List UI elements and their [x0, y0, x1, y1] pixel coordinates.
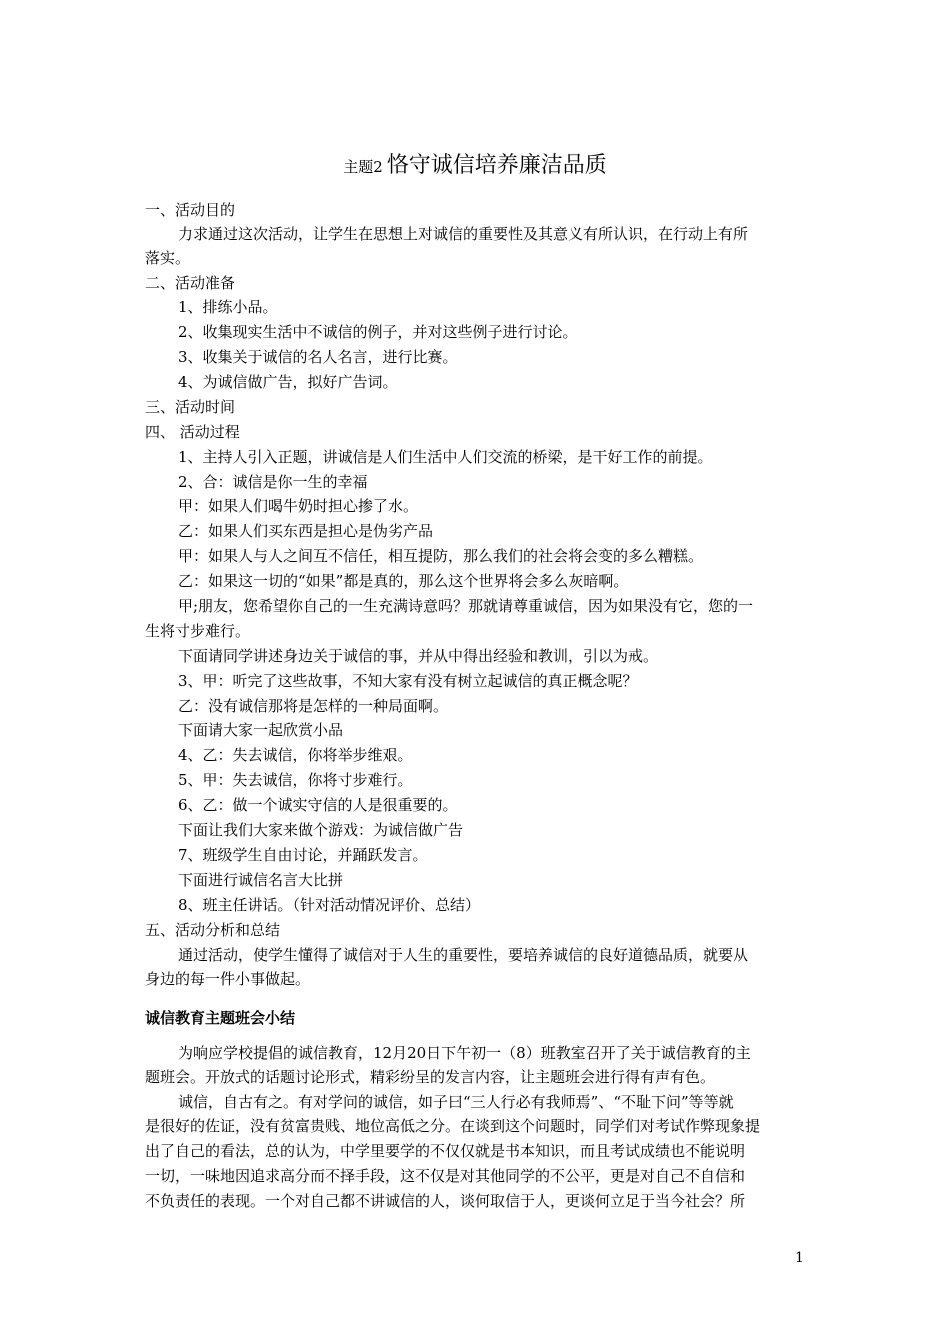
paragraph-line: 不负责任的表现。一个对自己都不讲诚信的人，谈何取信于人，更谈何立足于当今社会？所: [145, 1192, 746, 1210]
section-heading: 三、活动时间: [145, 398, 236, 416]
paragraph-line: 通过活动，使学生懂得了诚信对于人生的重要性，要培养诚信的良好道德品质，就要从: [178, 946, 749, 964]
section-heading: 一、活动目的: [145, 201, 236, 219]
dialogue-line: 甲;朋友，您希望你自己的一生充满诗意吗？那就请尊重诚信，因为如果没有它，您的一: [178, 597, 754, 615]
paragraph-line: 落实。: [145, 249, 191, 267]
paragraph-line: 下面让我们大家来做个游戏：为诚信做广告: [178, 821, 464, 839]
dialogue-line: 乙：如果这一切的“如果”都是真的，那么这个世界将会多么灰暗啊。: [178, 572, 629, 590]
list-item: 4、为诚信做广告，拟好广告词。: [178, 373, 398, 391]
title-main: 恪守诚信培养廉洁品质: [386, 153, 607, 178]
paragraph-line: 身边的每一件小事做起。: [145, 970, 311, 988]
dialogue-line: 乙：没有诚信那将是怎样的一种局面啊。: [178, 697, 449, 715]
list-item: 7、班级学生自由讨论，并踊跃发言。: [178, 846, 428, 864]
section-heading: 五、活动分析和总结: [145, 921, 281, 939]
list-item: 3、甲：听完了这些故事，不知大家有没有树立起诚信的真正概念呢？: [178, 672, 638, 690]
list-item: 6、乙：做一个诚实守信的人是很重要的。: [178, 796, 458, 814]
list-item: 8、班主任讲话。（针对活动情况评价、总结）: [178, 896, 481, 914]
list-item: 5、甲：失去诚信，你将寸步难行。: [178, 771, 413, 789]
paragraph-line: 下面进行诚信名言大比拼: [178, 871, 344, 889]
list-item: 1、主持人引入正题，讲诚信是人们生活中人们交流的桥梁，是干好工作的前提。: [178, 448, 713, 466]
dialogue-line: 甲：如果人们喝牛奶时担心掺了水。: [178, 497, 419, 515]
page-number: 1: [795, 1250, 804, 1266]
dialogue-line: 甲：如果人与人之间互不信任，相互提防，那么我们的社会将会变的多么糟糕。: [178, 547, 704, 565]
paragraph-line: 出了自己的看法，总的认为，中学里要学的不仅仅就是书本知识，而且考试成绩也不能说明: [145, 1142, 746, 1160]
paragraph-line: 力求通过这次活动，让学生在思想上对诚信的重要性及其意义有所认识，在行动上有所: [178, 225, 749, 243]
paragraph-line: 是很好的佐证，没有贫富贵贱、地位高低之分。在谈到这个问题时，同学们对考试作弊现象提: [145, 1117, 761, 1135]
list-item: 1、排练小品。: [178, 298, 278, 316]
list-item: 3、收集关于诚信的名人名言，进行比赛。: [178, 348, 458, 366]
title-prefix: 主题2: [343, 158, 383, 176]
paragraph-line: 生将寸步难行。: [145, 622, 251, 640]
section-heading: 四、 活动过程: [145, 423, 240, 441]
paragraph-line: 题班会。开放式的话题讨论形式，精彩纷呈的发言内容，让主题班会进行得有声有色。: [145, 1068, 716, 1086]
paragraph-line: 一切，一味地因追求高分而不择手段，这不仅是对其他同学的不公平，更是对自己不自信和: [145, 1167, 746, 1185]
paragraph-line: 诚信，自古有之。有对学问的诚信，如子曰“三人行必有我师焉”、“不耻下问”等等就: [178, 1093, 734, 1111]
paragraph-line: 为响应学校提倡的诚信教育，12月20日下午初一（8）班教室召开了关于诚信教育的主: [178, 1044, 751, 1062]
paragraph-line: 下面请大家一起欣赏小品: [178, 721, 344, 739]
list-item: 2、合：诚信是你一生的幸福: [178, 473, 368, 491]
list-item: 2、收集现实生活中不诚信的例子，并对这些例子进行讨论。: [178, 323, 578, 341]
section-heading: 二、活动准备: [145, 274, 236, 292]
list-item: 4、乙：失去诚信，你将举步维艰。: [178, 746, 413, 764]
paragraph-line: 下面请同学讲述身边关于诚信的事，并从中得出经验和教训，引以为戒。: [178, 647, 659, 665]
section2-heading: 诚信教育主题班会小结: [145, 1009, 296, 1027]
page-title: [0, 148, 950, 179]
dialogue-line: 乙：如果人们买东西是担心是伪劣产品: [178, 522, 434, 540]
